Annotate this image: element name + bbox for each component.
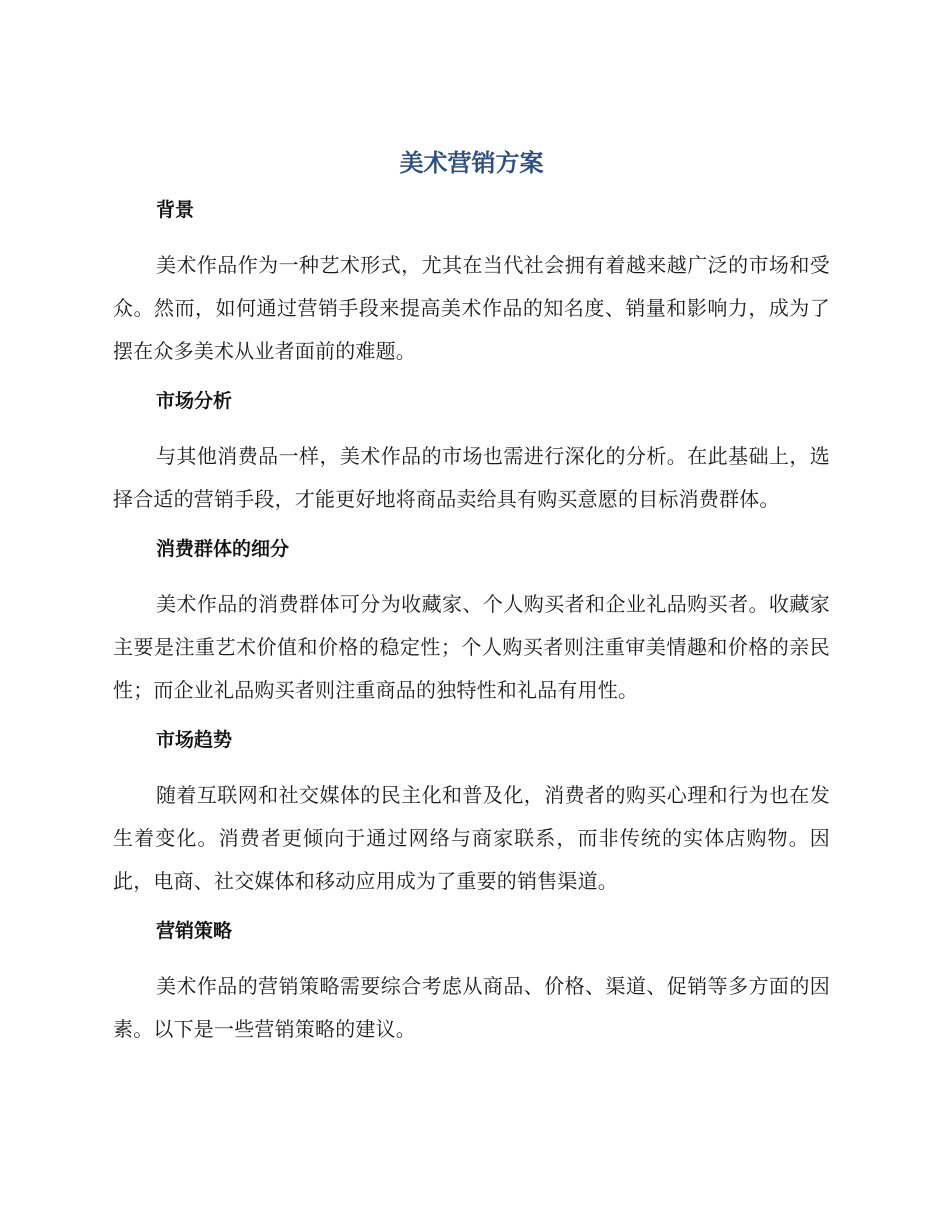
section-market-trends [113, 726, 830, 903]
section-heading: 市场分析 [156, 390, 233, 412]
section-paragraph: 与其他消费品一样，美术作品的市场也需进行深化的分析。在此基础上，选择合适的营销手段，才能更好地将商品卖给具有购买意愿的目标消费群体。 [113, 444, 830, 511]
section-marketing-strategy [113, 917, 830, 1051]
document-title: 美术营销方案 [399, 149, 544, 177]
section-heading: 消费群体的细分 [156, 538, 290, 560]
section-heading: 市场趋势 [156, 729, 233, 751]
section-paragraph: 随着互联网和社交媒体的民主化和普及化，消费者的购买心理和行为也在发生着变化。消费者更倾向于通过网络与商家联系，而非传统的实体店购物。因此，电商、社交媒体和移动应用成为了重要的销售渠道。 [113, 783, 830, 893]
section-consumer-segmentation [113, 535, 830, 712]
section-paragraph: 美术作品作为一种艺术形式，尤其在当代社会拥有着越来越广泛的市场和受众。然而，如何通过营销手段来提高美术作品的知名度、销量和影响力，成为了摆在众多美术从业者面前的难题。 [113, 253, 830, 363]
section-paragraph: 美术作品的消费群体可分为收藏家、个人购买者和企业礼品购买者。收藏家主要是注重艺术价值和价格的稳定性；个人购买者则注重审美情趣和价格的亲民性；而企业礼品购买者则注重商品的独特性和礼品有用性。 [113, 592, 830, 702]
section-paragraph: 美术作品的营销策略需要综合考虑从商品、价格、渠道、促销等多方面的因素。以下是一些营销策略的建议。 [113, 974, 830, 1041]
section-heading: 背景 [156, 199, 195, 221]
section-heading: 营销策略 [156, 920, 233, 942]
document-page [113, 140, 830, 1065]
section-market-analysis [113, 387, 830, 521]
section-background [113, 196, 830, 373]
